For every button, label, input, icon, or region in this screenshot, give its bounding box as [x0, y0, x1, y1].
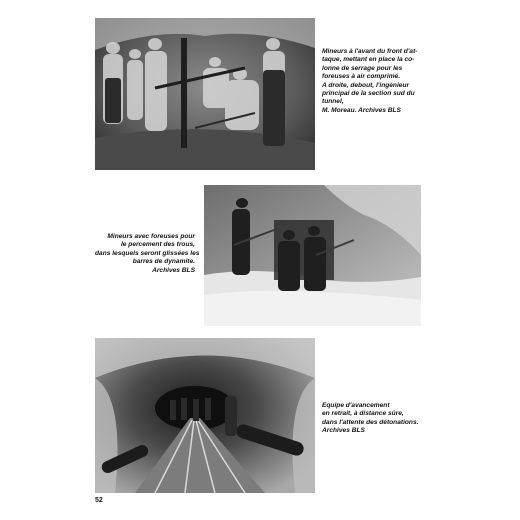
- caption-line: taque, mettant en place la co-: [322, 56, 415, 64]
- caption-line: foreuses à air comprimé.: [322, 73, 401, 81]
- caption-line: Mineurs avec foreuses pour: [107, 233, 195, 240]
- caption-line: dans l'attente des détonations.: [322, 418, 419, 426]
- photo-miners-rock-face: [204, 185, 421, 326]
- caption-line: le percement des trous,: [120, 241, 195, 249]
- photo-tunnel-team: [95, 338, 315, 493]
- caption-line: barres de dynamite.: [132, 258, 195, 266]
- caption-photo-2: [95, 233, 200, 275]
- caption-line: Equipe d'avancement: [322, 402, 390, 409]
- page-number: 52: [95, 497, 103, 504]
- caption-line: principal de la section sud du: [322, 90, 415, 98]
- caption-photo-3: [322, 402, 432, 436]
- caption-line: en retrait, à distance sûre,: [322, 410, 404, 418]
- caption-line: M. Moreau. Archives BLS: [322, 106, 401, 114]
- photo-tunnel-team-image: [95, 338, 315, 493]
- caption-line: Mineurs à l'avant du front d'at-: [322, 48, 418, 55]
- caption-line: A droite, debout, l'ingénieur: [322, 81, 410, 89]
- caption-line: Archives BLS: [322, 427, 365, 435]
- caption-line: dans lesquels seront glissées les: [95, 249, 200, 257]
- photo-miners-rock-face-image: [204, 185, 421, 326]
- photo-miners-drill-column-image: [95, 18, 315, 170]
- caption-line: lonne de serrage pour les: [322, 64, 403, 72]
- caption-line: Archives BLS: [152, 266, 195, 274]
- caption-line: tunnel,: [322, 98, 344, 106]
- caption-photo-1: [322, 48, 432, 115]
- photo-miners-drill-column: [95, 18, 315, 170]
